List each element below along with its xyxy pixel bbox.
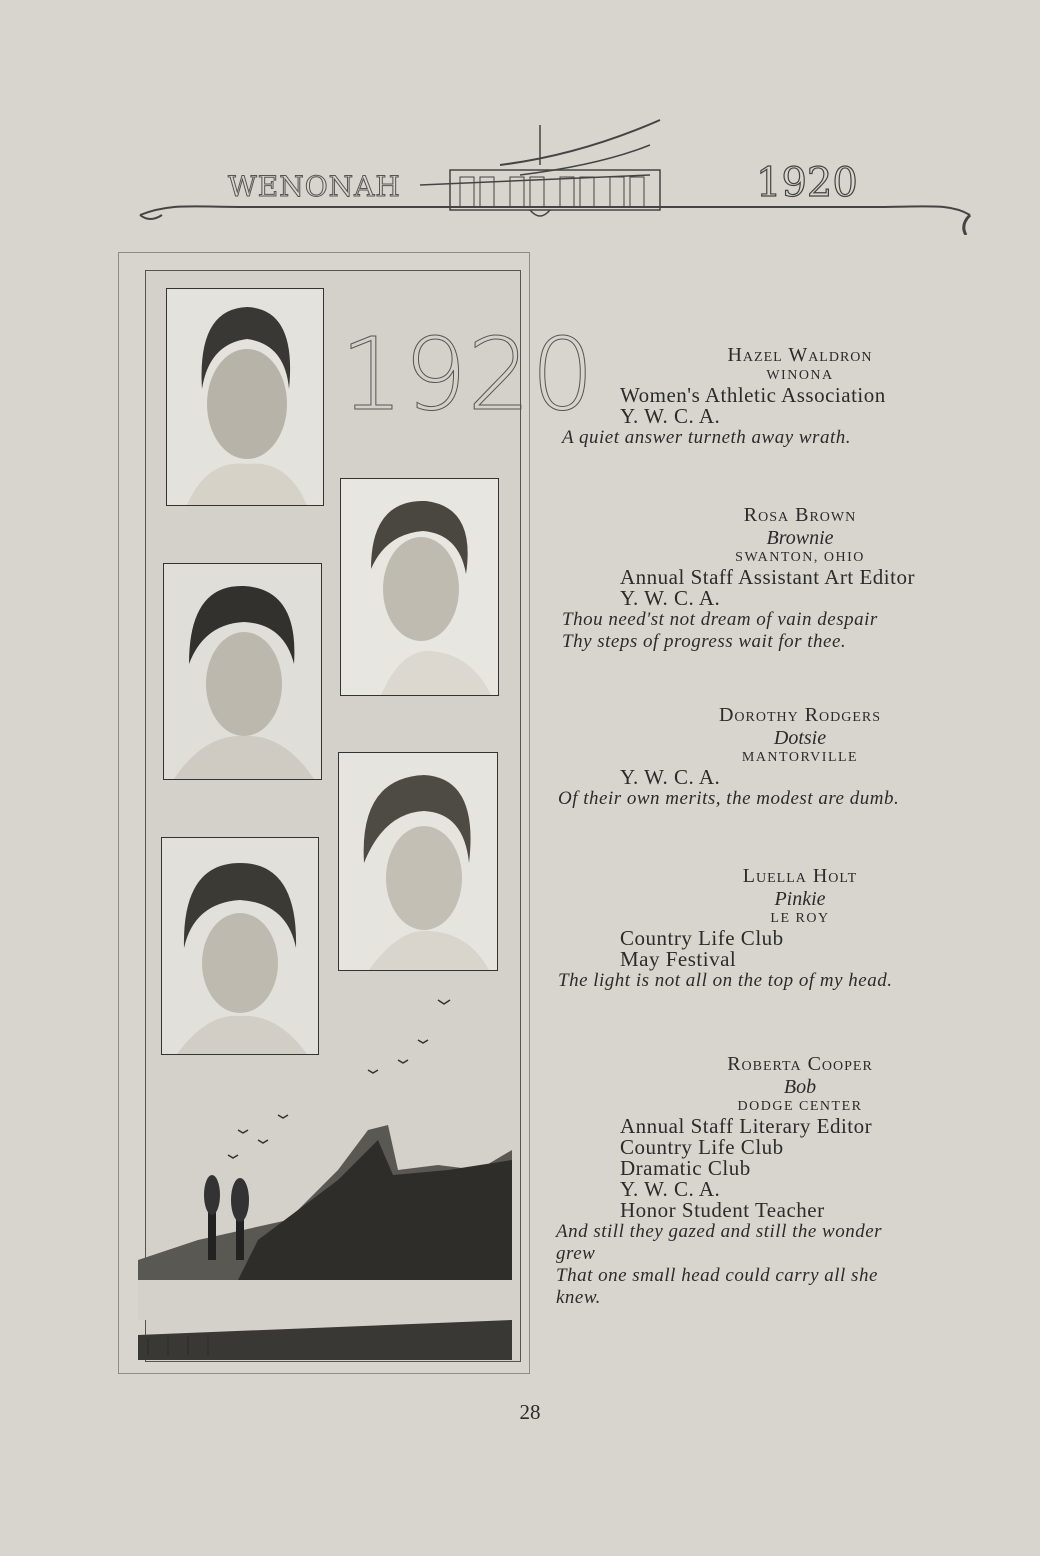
landscape-illustration [138,990,512,1360]
student-nickname: Brownie [766,527,834,549]
student-hometown: SWANTON, OHIO [735,550,865,565]
student-quote: A quiet answer turneth away wrath. [562,427,851,448]
student-name: Hazel Waldron [727,344,873,366]
student-hometown: LE ROY [770,911,830,926]
student-quote: Thou need'st not dream of vain despair [562,609,878,630]
panel-year: 1920 [340,316,595,433]
entry-rosa-brown [540,503,960,653]
portrait-dorothy-rodgers [163,563,322,780]
student-hometown: WINONA [766,368,834,383]
activity: Annual Staff Assistant Art Editor [620,565,915,589]
page-number: 28 [519,1400,541,1424]
activity: Dramatic Club [620,1156,751,1180]
header-title: WENONAH [228,170,401,203]
student-quote: grew [556,1243,596,1264]
activity: Y. W. C. A. [620,1177,721,1201]
student-quote: knew. [556,1287,601,1308]
header-building-ornament [130,115,980,235]
student-quote: Of their own merits, the modest are dumb. [558,788,900,809]
student-quote: The light is not all on the top of my head. [558,970,893,991]
student-nickname: Dotsie [773,727,827,749]
activity: Y. W. C. A. [620,404,721,428]
activity: Y. W. C. A. [620,586,721,610]
activity: Honor Student Teacher [620,1198,825,1222]
student-quote: Thy steps of progress wait for thee. [562,631,847,652]
entry-hazel-waldron [540,343,960,449]
student-name: Dorothy Rodgers [718,704,882,726]
activity: Annual Staff Literary Editor [620,1114,873,1138]
activity: May Festival [620,947,737,971]
entry-roberta-cooper [540,1052,960,1309]
header-year: 1920 [756,160,858,206]
activity: Country Life Club [620,1135,784,1159]
entry-dorothy-rodgers [540,703,960,810]
student-nickname: Pinkie [774,888,826,910]
student-quote: That one small head could carry all she [556,1265,878,1286]
student-hometown: DODGE CENTER [737,1099,863,1114]
student-name: Roberta Cooper [727,1053,873,1075]
student-quote: And still they gazed and still the wonder [556,1221,883,1242]
activity: Women's Athletic Association [620,383,886,407]
activity: Country Life Club [620,926,784,950]
activity: Y. W. C. A. [620,765,721,789]
entry-luella-holt [540,864,960,992]
student-name: Luella Holt [742,865,858,887]
portrait-rosa-brown [340,478,499,696]
student-hometown: MANTORVILLE [741,750,859,765]
student-name: Rosa Brown [743,504,857,526]
student-nickname: Bob [783,1076,817,1098]
portrait-luella-holt [338,752,498,971]
portrait-hazel-waldron [166,288,324,506]
